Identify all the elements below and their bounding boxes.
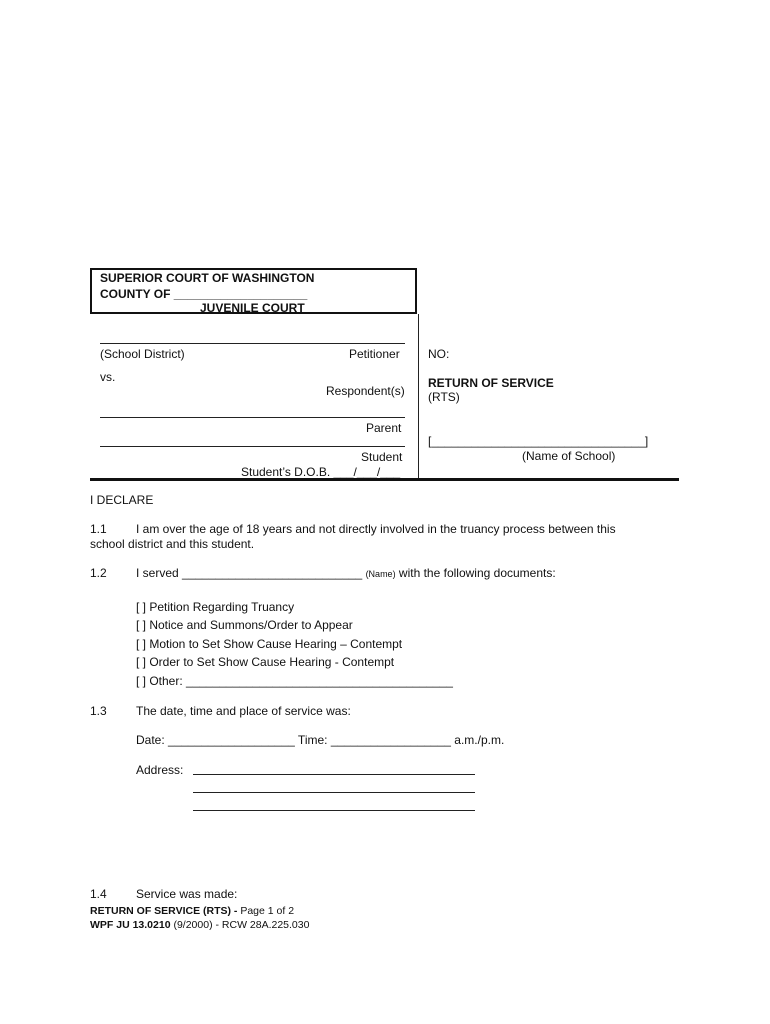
footer-form-rest: (9/2000) - RCW 28A.225.030 [173,919,310,931]
doc-checkbox-petition[interactable]: [ ] Petition Regarding Truancy [136,600,295,614]
student-line[interactable] [100,446,405,447]
served-text: I served ___________________________ [136,566,363,580]
section-1-3-text: The date, time and place of service was: [136,704,351,718]
footer-form-id: WPF JU 13.0210 [90,919,171,931]
declare-heading: I DECLARE [90,493,154,507]
school-district-label: (School District) [100,347,185,361]
parent-line[interactable] [100,417,405,418]
date-time-field[interactable]: Date: ___________________ Time: __________________ a.m./p.m. [136,733,505,747]
document-title: RETURN OF SERVICE [428,376,554,390]
section-1-4-number: 1.4 [90,887,107,901]
document-code: (RTS) [428,390,460,404]
doc-checkbox-other[interactable]: [ ] Other: ________________________________________ [136,674,453,688]
address-line-1[interactable] [193,774,475,775]
petitioner-label: Petitioner [349,347,400,361]
footer-form-line [90,919,309,931]
vs-label: vs. [100,370,116,384]
address-line-2[interactable] [193,792,475,793]
court-name: SUPERIOR COURT OF WASHINGTON [100,271,315,285]
section-1-1-number: 1.1 [90,522,107,536]
county-field[interactable]: COUNTY OF ____________________ [100,287,308,301]
footer-title-line [90,905,294,917]
section-1-4-text: Service was made: [136,887,238,901]
respondents-label: Respondent(s) [326,384,405,398]
served-name-field[interactable] [136,566,556,580]
school-name-label: (Name of School) [522,449,616,463]
doc-checkbox-order[interactable]: [ ] Order to Set Show Cause Hearing - Contempt [136,655,395,669]
name-hint: (Name) [365,569,396,579]
section-1-2-number: 1.2 [90,566,107,580]
caption-bottom-rule [90,478,679,481]
section-1-3-number: 1.3 [90,704,107,718]
footer-title: RETURN OF SERVICE (RTS) - [90,905,238,917]
case-number-label: NO: [428,347,450,361]
parent-label: Parent [366,421,402,435]
student-dob-field[interactable]: Student’s D.O.B. ___/___/___ [241,465,401,479]
address-label: Address: [136,763,184,777]
doc-checkbox-motion[interactable]: [ ] Motion to Set Show Cause Hearing – Contempt [136,637,403,651]
caption-divider [418,314,419,478]
section-1-1-text: I am over the age of 18 years and not directly involved in the truancy process between this [136,522,616,536]
student-label: Student [361,450,403,464]
section-1-1-continued: school district and this student. [90,537,255,551]
juvenile-court-label: JUVENILE COURT [200,301,305,315]
doc-checkbox-notice[interactable]: [ ] Notice and Summons/Order to Appear [136,618,353,632]
footer-page: Page 1 of 2 [240,905,295,917]
served-tail: with the following documents: [398,566,556,580]
school-name-field[interactable]: [________________________________] [428,434,649,448]
school-district-line[interactable] [100,343,405,344]
address-line-3[interactable] [193,810,475,811]
